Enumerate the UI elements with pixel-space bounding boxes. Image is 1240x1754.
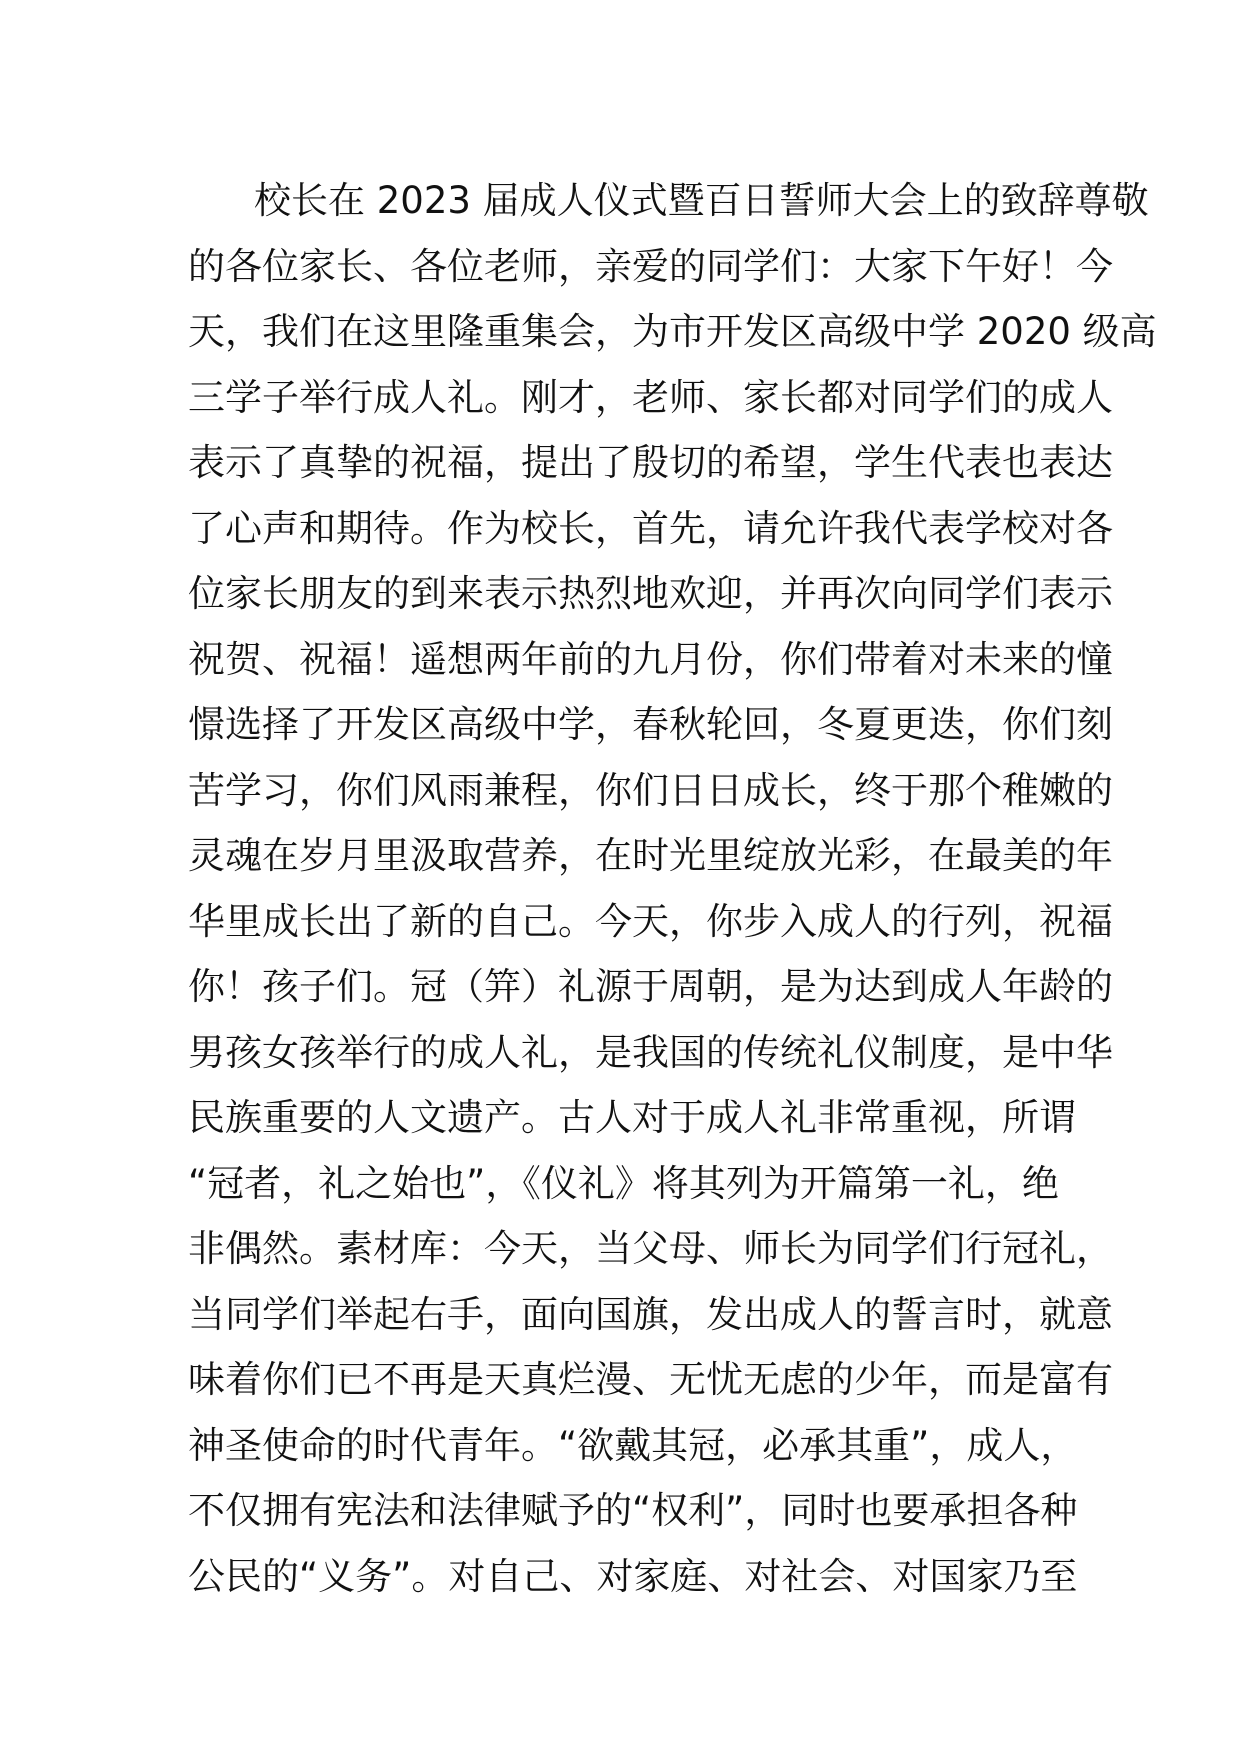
paragraph-line: 表示了真挚的祝福，提出了殷切的希望，学生代表也表达 — [188, 441, 1113, 484]
paragraph-line: 苦学习，你们风雨兼程，你们日日成长，终于那个稚嫩的 — [188, 768, 1113, 812]
paragraph-line: 神圣使命的时代青年。“欲戴其冠，必承其重”，成人， — [188, 1423, 1078, 1467]
paragraph-line: “冠者，礼之始也”，《仪礼》将其列为开篇第一礼，绝 — [188, 1161, 1059, 1205]
paragraph-line: 了心声和期待。作为校长，首先，请允许我代表学校对各 — [188, 506, 1113, 550]
paragraph-line: 不仅拥有宪法和法律赋予的“权利”，同时也要承担各种 — [188, 1489, 1078, 1532]
paragraph-line: 民族重要的人文遗产。古人对于成人礼非常重视，所谓 — [188, 1096, 1076, 1139]
paragraph-line: 三学子举行成人礼。刚才，老师、家长都对同学们的成人 — [188, 375, 1113, 419]
paragraph-line: 华里成长出了新的自己。今天，你步入成人的行列，祝福 — [188, 899, 1113, 943]
paragraph-line: 男孩女孩举行的成人礼，是我国的传统礼仪制度，是中华 — [188, 1030, 1113, 1074]
paragraph-line: 天，我们在这里隆重集会，为市开发区高级中学 2020 级高 — [188, 310, 1157, 353]
paragraph-line: 你！孩子们。冠（笄）礼源于周朝，是为达到成人年龄的 — [188, 965, 1113, 1008]
paragraph-line: 味着你们已不再是天真烂漫、无忧无虑的少年，而是富有 — [188, 1358, 1113, 1401]
paragraph-line: 的各位家长、各位老师，亲爱的同学们：大家下午好！今 — [188, 244, 1113, 288]
paragraph-line: 灵魂在岁月里汲取营养，在时光里绽放光彩，在最美的年 — [188, 834, 1113, 877]
paragraph-line: 当同学们举起右手，面向国旗，发出成人的誓言时，就意 — [188, 1292, 1113, 1336]
paragraph-line: 公民的“义务”。对自己、对家庭、对社会、对国家乃至 — [188, 1554, 1078, 1598]
paragraph-line: 位家长朋友的到来表示热烈地欢迎，并再次向同学们表示 — [188, 572, 1113, 615]
paragraph-line: 憬选择了开发区高级中学，春秋轮回，冬夏更迭，你们刻 — [188, 703, 1113, 746]
paragraph-line: 祝贺、祝福！遥想两年前的九月份，你们带着对未来的憧 — [188, 637, 1113, 681]
paragraph-line: 校长在 2023 届成人仪式暨百日誓师大会上的致辞尊敬 — [254, 179, 1149, 222]
speech-paragraph — [188, 168, 1157, 1609]
paragraph-line: 非偶然。素材库：今天，当父母、师长为同学们行冠礼， — [188, 1227, 1113, 1270]
